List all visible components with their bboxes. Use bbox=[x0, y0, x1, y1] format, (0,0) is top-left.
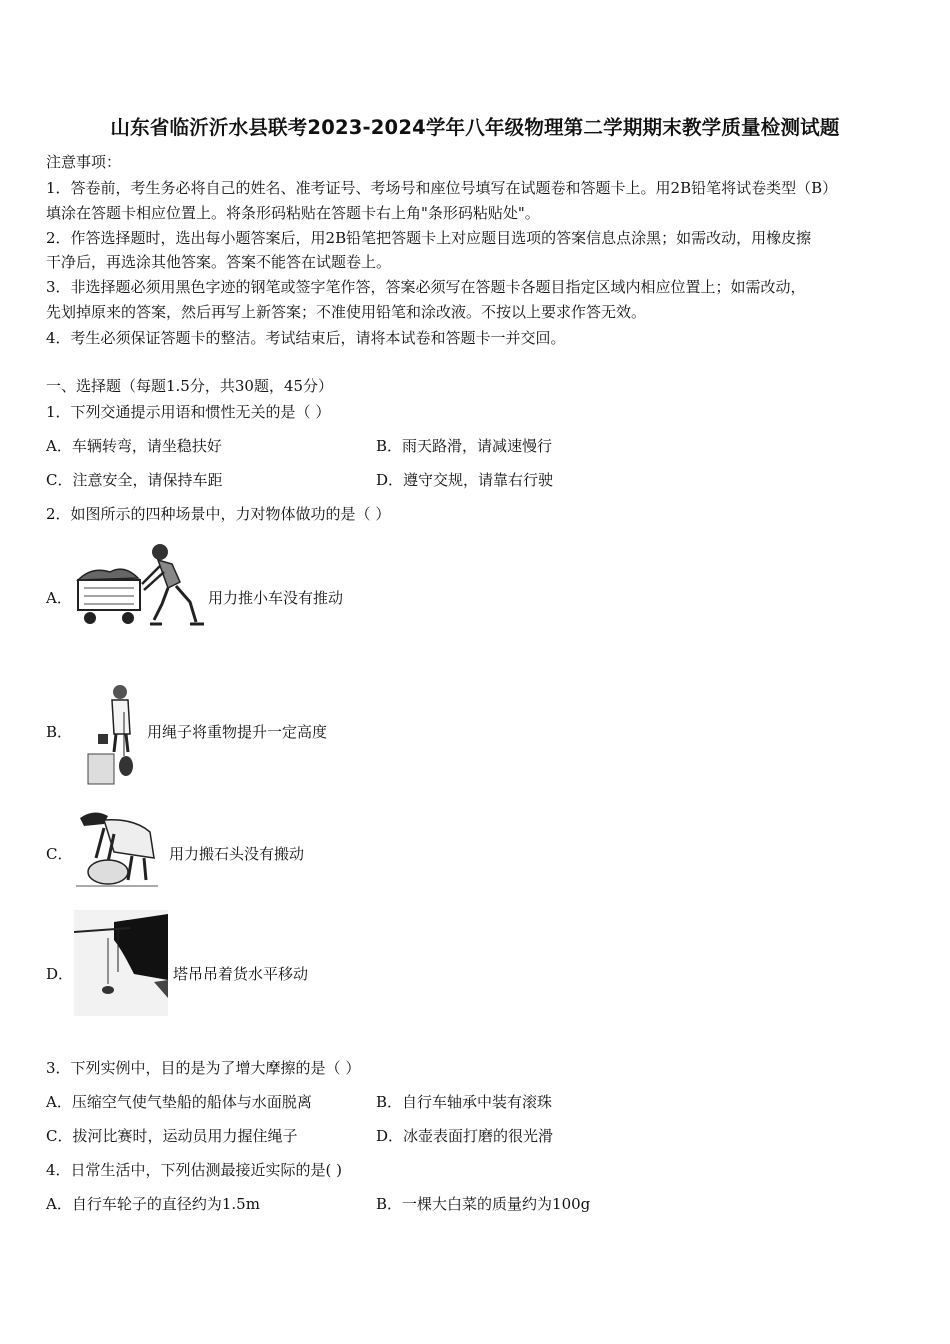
notice-line: 1．答卷前，考生务必将自己的姓名、准考证号、考场号和座位号填写在试题卷和答题卡上。用2B铅笔将试卷类型（B） bbox=[46, 179, 838, 197]
q2-option-a-letter: A． bbox=[46, 589, 72, 607]
notice-line: 3．非选择题必须用黑色字迹的钢笔或签字笔作答，答案必须写在答题卡各题目指定区域内相应位置上；如需改动， bbox=[46, 278, 806, 296]
q1-option-b: B．雨天路滑，请减速慢行 bbox=[376, 437, 553, 455]
lift-rope-illustration bbox=[84, 682, 144, 786]
q2-option-b-caption: 用绳子将重物提升一定高度 bbox=[147, 723, 328, 741]
page-title: 山东省临沂沂水县联考2023-2024学年八年级物理第二学期期末教学质量检测试题 bbox=[110, 116, 840, 139]
notice-line: 干净后，再选涂其他答案。答案不能答在试题卷上。 bbox=[46, 253, 392, 271]
q1-option-d: D．遵守交规，请靠右行驶 bbox=[376, 471, 554, 489]
notice-line: 2．作答选择题时，选出每小题答案后，用2B铅笔把答题卡上对应题目选项的答案信息点涂黑；如需改动，用橡皮擦 bbox=[46, 229, 812, 247]
q4-option-b: B．一棵大白菜的质量约为100g bbox=[376, 1195, 591, 1213]
section-heading: 一、选择题（每题1.5分，共30题，45分） bbox=[46, 377, 334, 395]
q1-option-a: A．车辆转弯，请坐稳扶好 bbox=[46, 437, 222, 455]
q3-option-b: B．自行车轴承中装有滚珠 bbox=[376, 1093, 553, 1111]
q3-option-d: D．冰壶表面打磨的很光滑 bbox=[376, 1127, 554, 1145]
q4-option-a: A．自行车轮子的直径约为1.5m bbox=[46, 1195, 260, 1213]
question-1-stem: 1．下列交通提示用语和惯性无关的是（ ） bbox=[46, 403, 331, 421]
q2-option-d-caption: 塔吊吊着货水平移动 bbox=[173, 965, 309, 983]
q2-option-c-caption: 用力搬石头没有搬动 bbox=[169, 845, 305, 863]
q2-option-b-letter: B． bbox=[46, 723, 73, 741]
q3-option-c: C．拔河比赛时，运动员用力握住绳子 bbox=[46, 1127, 298, 1145]
q2-option-a-caption: 用力推小车没有推动 bbox=[208, 589, 344, 607]
q3-option-a: A．压缩空气使气垫船的船体与水面脱离 bbox=[46, 1093, 312, 1111]
q2-option-c-letter: C． bbox=[46, 845, 73, 863]
q2-option-d-letter: D． bbox=[46, 965, 74, 983]
question-4-stem: 4．日常生活中，下列估测最接近实际的是( ) bbox=[46, 1161, 343, 1179]
notice-line: 4．考生必须保证答题卡的整洁。考试结束后，请将本试卷和答题卡一并交回。 bbox=[46, 329, 566, 347]
notice-heading: 注意事项： bbox=[46, 153, 122, 171]
tower-crane-illustration bbox=[74, 910, 168, 1016]
q1-option-c: C．注意安全，请保持车距 bbox=[46, 471, 223, 489]
notice-line: 先划掉原来的答案，然后再写上新答案；不准使用铅笔和涂改液。不按以上要求作答无效。 bbox=[46, 303, 647, 321]
notice-line: 填涂在答题卡相应位置上。将条形码粘贴在答题卡右上角"条形码粘贴处"。 bbox=[46, 204, 540, 222]
push-cart-illustration bbox=[72, 538, 212, 630]
lift-stone-illustration bbox=[74, 808, 160, 890]
question-3-stem: 3．下列实例中，目的是为了增大摩擦的是（ ） bbox=[46, 1059, 361, 1077]
question-2-stem: 2．如图所示的四种场景中，力对物体做功的是（ ） bbox=[46, 505, 391, 523]
